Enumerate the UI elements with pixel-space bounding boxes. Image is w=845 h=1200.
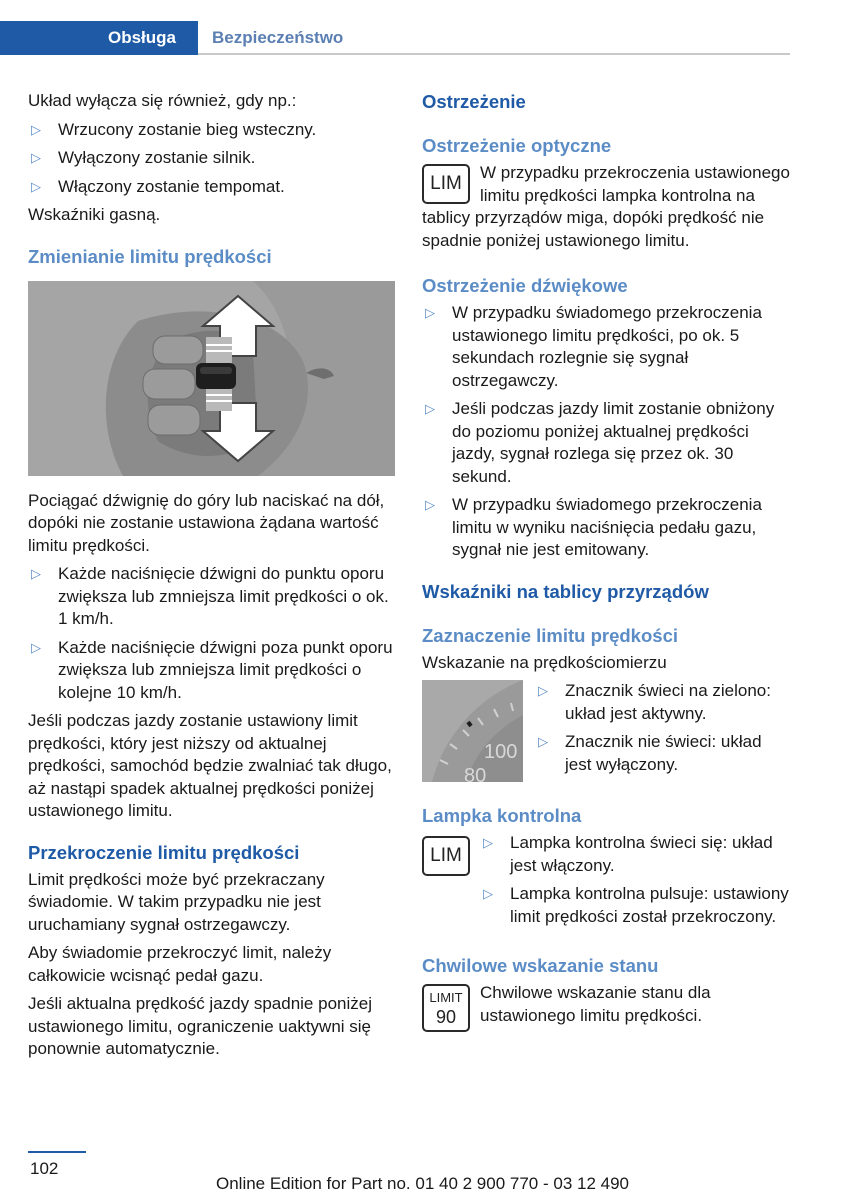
bullet-triangle-icon: ▷ bbox=[483, 886, 493, 901]
change-text-2: Jeśli podczas jazdy zostanie ustawiony limit prędkości, który jest niższy od aktualnej prędkości, samochód będzie zwalniać tak długo, aż nastąpi spadek aktualnej prędkości poniżej ustawionego limitu. bbox=[28, 711, 392, 820]
list-item: ▷ Znacznik świeci na zielono: układ jest aktywny. bbox=[538, 681, 771, 723]
bullet-triangle-icon: ▷ bbox=[31, 150, 41, 165]
left-column bbox=[28, 90, 395, 1067]
list-item: ▷ W przypadku świadomego przekroczenia ustawionego limitu prędkości, po ok. 5 sekundach rozlegnie się sygnał ostrzegawczy. bbox=[425, 303, 762, 390]
header-rule bbox=[198, 53, 790, 55]
exceed-text-1: Limit prędkości może być przekraczany świadomie. W takim przypadku nie jest uruchamiany sygnał ostrzegawczy. bbox=[28, 869, 325, 934]
lamp-block bbox=[422, 832, 790, 934]
right-column bbox=[422, 90, 790, 1034]
optical-block bbox=[422, 162, 790, 258]
list-item: ▷ Lampka kontrolna świeci się: układ jest włączony. bbox=[483, 833, 773, 875]
marking-block bbox=[422, 680, 790, 782]
exceed-text-3: Jeśli aktualna prędkość jazdy spadnie poniżej ustawionego limitu, ograniczenie uaktywni się ponownie automatycznie. bbox=[28, 994, 372, 1058]
list-item: ▷ Włączony zostanie tempomat. bbox=[28, 176, 395, 199]
limit-90-icon bbox=[422, 984, 470, 1032]
heading-indicator-lamp: Lampka kontrolna bbox=[422, 805, 582, 826]
header-tab-obsluga: Obsługa bbox=[108, 28, 177, 47]
list-item: ▷ Wrzucony zostanie bieg wsteczny. bbox=[28, 119, 395, 142]
heading-exceed-limit: Przekroczenie limitu prędkości bbox=[28, 841, 300, 863]
edition-text: Online Edition for Part no. 01 40 2 900 770 - 03 12 490 bbox=[215, 1174, 629, 1193]
list-item: ▷ Wyłączony zostanie silnik. bbox=[28, 147, 395, 170]
list-item: ▷ Każde naciśnięcie dźwigni do punktu oporu zwiększa lub zmniejsza limit prędkości o ok. 1 km/h. bbox=[31, 564, 389, 628]
page-number: 102 bbox=[30, 1159, 59, 1178]
bullet-triangle-icon: ▷ bbox=[31, 121, 41, 137]
marking-text: Wskazanie na prędkościomierzu bbox=[422, 652, 667, 672]
bullet-triangle-icon: ▷ bbox=[425, 497, 435, 512]
bullet-triangle-icon: ▷ bbox=[425, 401, 435, 416]
intro-end-text: Wskaźniki gasną. bbox=[28, 205, 161, 224]
speedo-100-label: 100 bbox=[484, 741, 518, 763]
footer-rule bbox=[28, 1151, 86, 1153]
heading-warning: Ostrzeżenie bbox=[422, 91, 526, 112]
list-item: ▷ Każde naciśnięcie dźwigni poza punkt oporu zwiększa lub zmniejsza limit prędkości o kolejne 10 km/h. bbox=[31, 637, 393, 702]
header-tab-bezpieczenstwo: Bezpieczeństwo bbox=[212, 28, 344, 47]
heading-acoustic-warning: Ostrzeżenie dźwiękowe bbox=[422, 275, 628, 296]
heading-limit-marking: Zaznaczenie limitu prędkości bbox=[422, 624, 678, 646]
page-header bbox=[0, 21, 790, 55]
bullet-triangle-icon: ▷ bbox=[483, 835, 493, 850]
intro-list bbox=[28, 119, 395, 199]
list-item: ▷ W przypadku świadomego przekroczenia limitu w wyniku naciśnięcia pedału gazu, sygnał nie jest emitowany. bbox=[425, 495, 762, 559]
heading-status-display: Chwilowe wskazanie stanu bbox=[422, 955, 659, 976]
limit-label: LIMIT bbox=[429, 990, 463, 1005]
steering-wheel-lever-image bbox=[28, 281, 395, 476]
lim-indicator-icon: LIM bbox=[422, 836, 470, 876]
change-list bbox=[28, 563, 395, 704]
marking-list bbox=[535, 680, 790, 776]
heading-optical-warning: Ostrzeżenie optyczne bbox=[422, 135, 612, 156]
acoustic-list bbox=[422, 302, 790, 562]
intro-text: Układ wyłącza się również, gdy np.: bbox=[28, 91, 297, 110]
heading-change-limit: Zmienianie limitu prędkości bbox=[28, 245, 272, 267]
bullet-triangle-icon: ▷ bbox=[425, 305, 435, 320]
heading-indicators: Wskaźniki na tablicy przyrządów bbox=[422, 580, 709, 602]
status-block bbox=[422, 982, 790, 1034]
bullet-triangle-icon: ▷ bbox=[31, 178, 41, 194]
list-item: ▷ Jeśli podczas jazdy limit zostanie obniżony do poziomu poniżej aktualnej prędkości jazdy, sygnał rozlega się przez ok. 30 sekund. bbox=[425, 399, 775, 486]
bullet-triangle-icon: ▷ bbox=[31, 566, 41, 581]
lamp-list bbox=[480, 832, 790, 928]
change-text: Pociągać dźwignię do góry lub naciskać na dół, dopóki nie zostanie ustawiona żądana wartość limitu prędkości. bbox=[28, 490, 385, 555]
limit-value: 90 bbox=[435, 1007, 457, 1027]
list-item: ▷ Lampka kontrolna pulsuje: ustawiony limit prędkości został przekroczony. bbox=[483, 884, 789, 926]
optical-text: W przypadku przekroczenia ustawionego limitu prędkości lampka kontrolna na tablicy przyrządów miga, dopóki prędkość nie spadnie poniżej ustawionego limitu. bbox=[422, 163, 790, 250]
bullet-triangle-icon: ▷ bbox=[538, 683, 548, 698]
lim-indicator-icon: LIM bbox=[422, 164, 470, 204]
bullet-triangle-icon: ▷ bbox=[538, 734, 548, 749]
speedo-80-label: 80 bbox=[464, 765, 487, 782]
list-item: ▷ Znacznik nie świeci: układ jest wyłączony. bbox=[538, 732, 762, 774]
exceed-text-2: Aby świadomie przekroczyć limit, należy całkowicie wcisnąć pedał gazu. bbox=[28, 943, 332, 985]
status-text: Chwilowe wskazanie stanu dla ustawionego limitu prędkości. bbox=[480, 983, 711, 1025]
bullet-triangle-icon: ▷ bbox=[31, 639, 41, 655]
speedometer-image bbox=[422, 680, 523, 782]
